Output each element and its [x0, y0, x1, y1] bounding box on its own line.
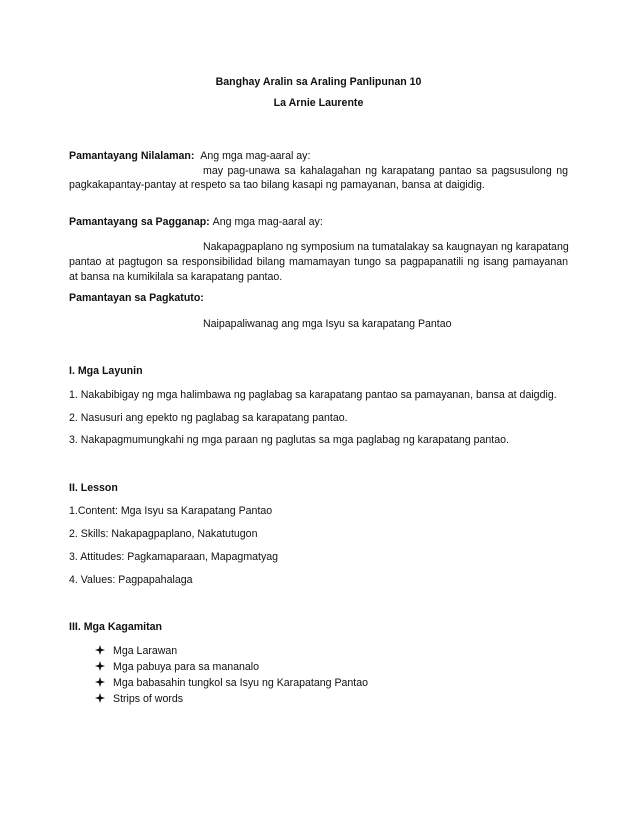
lesson-item-2: 2. Skills: Nakapagpaplano, Nakatutugon: [69, 528, 258, 540]
content-standard-heading-line: [69, 149, 568, 163]
learning-standard-text: Naipapaliwanag ang mga Isyu sa karapatang Pantao: [203, 318, 452, 330]
materials-heading: III. Mga Kagamitan: [69, 621, 163, 633]
performance-standard-intro: Ang mga mag-aaral ay:: [212, 216, 323, 228]
objectives-heading: I. Mga Layunin: [69, 365, 143, 377]
diamond-bullet-icon: [95, 645, 105, 655]
performance-standard-label: Pamantayang sa Pagganap:: [69, 216, 210, 228]
performance-standard-line-3: at bansa na kumikilala sa karapatang pantao.: [69, 271, 283, 283]
content-standard-label: Pamantayang Nilalaman:: [69, 150, 195, 162]
content-standard-intro: Ang mga mag-aaral ay:: [200, 150, 311, 162]
lesson-heading: II. Lesson: [69, 482, 118, 494]
lesson-item-4: 4. Values: Pagpapahalaga: [69, 574, 193, 586]
performance-standard-heading-line: [69, 215, 568, 229]
materials-item-label: Mga Larawan: [113, 645, 178, 657]
performance-standard-line-2: pantao at pagtugon sa responsibilidad bilang mamamayan tungo sa pagpapanatili ng isang pamayanan: [69, 256, 568, 268]
document-title: Banghay Aralin sa Araling Panlipunan 10: [215, 76, 422, 88]
materials-list-item: [95, 660, 555, 674]
objective-item-3: 3. Nakapagmumungkahi ng mga paraan ng paglutas sa mga paglabag ng karapatang pantao.: [69, 434, 509, 446]
materials-list-item: [95, 692, 555, 706]
objective-item-2: 2. Nasusuri ang epekto ng paglabag sa karapatang pantao.: [69, 412, 348, 424]
content-standard-line-1: may pag-unawa sa kahalagahan ng karapatang pantao sa pagsusulong ng: [203, 165, 568, 177]
document-author: La Arnie Laurente: [273, 97, 364, 109]
materials-item-label: Mga babasahin tungkol sa Isyu ng Karapatang Pantao: [113, 677, 369, 689]
diamond-bullet-icon: [95, 677, 105, 687]
materials-item-label: Mga pabuya para sa mananalo: [113, 661, 260, 673]
objective-item-1: 1. Nakabibigay ng mga halimbawa ng paglabag sa karapatang pantao sa pamayanan, bansa at daigdig.: [69, 389, 557, 401]
lesson-item-3: 3. Attitudes: Pagkamaparaan, Mapagmatyag: [69, 551, 279, 563]
materials-item-label: Strips of words: [113, 693, 184, 705]
content-standard-line-2: pagkakapantay-pantay at respeto sa tao bilang kasapi ng pamayanan, bansa at daigidig.: [69, 179, 485, 191]
diamond-bullet-icon: [95, 693, 105, 703]
learning-standard-label: Pamantayan sa Pagkatuto:: [69, 292, 204, 304]
materials-list-item: [95, 676, 555, 690]
materials-list-item: [95, 644, 555, 658]
performance-standard-line-1: Nakapagpaplano ng symposium na tumatalakay sa kaugnayan ng karapatang: [203, 241, 569, 253]
lesson-item-1: 1.Content: Mga Isyu sa Karapatang Pantao: [69, 505, 273, 517]
diamond-bullet-icon: [95, 661, 105, 671]
